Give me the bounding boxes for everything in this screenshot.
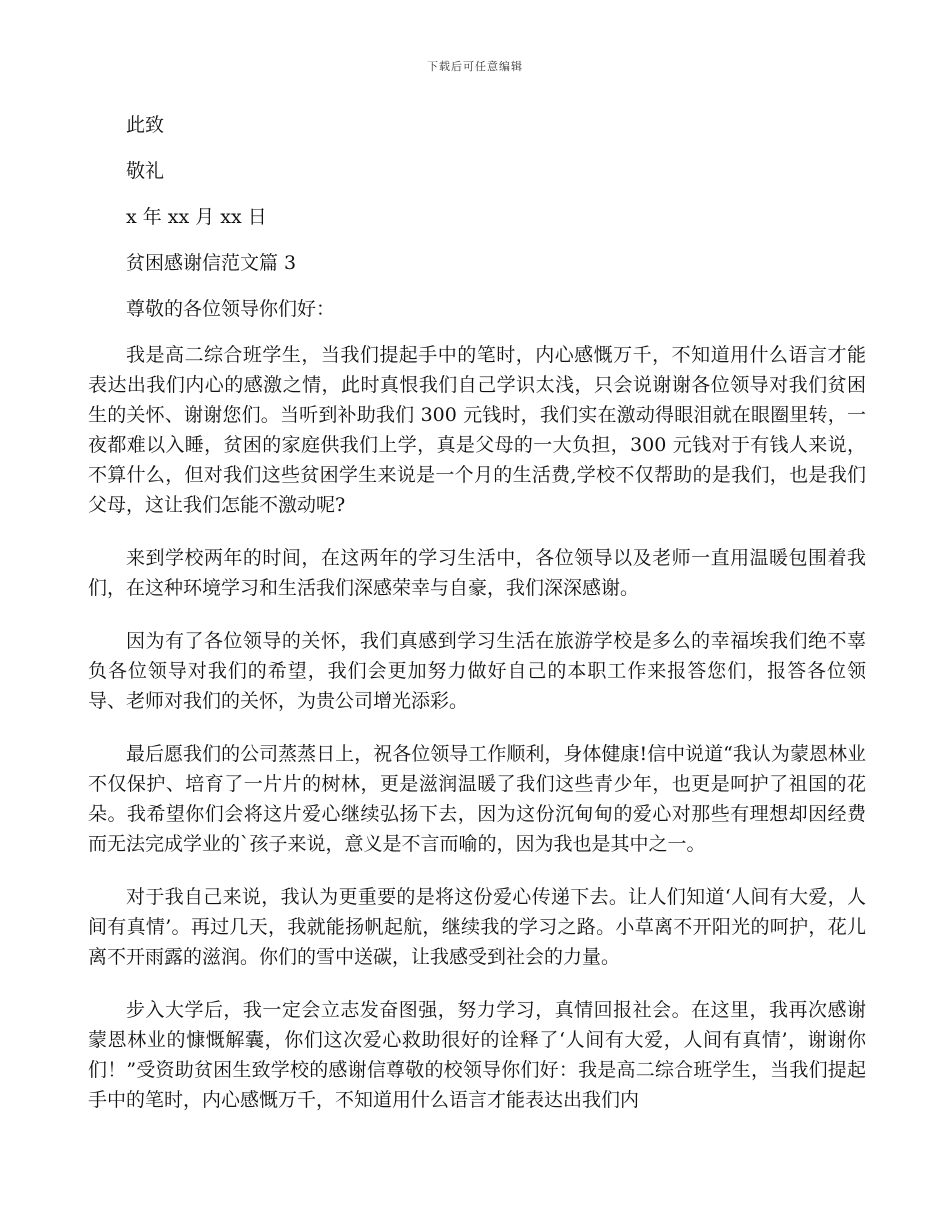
closing-line-1: 此致 xyxy=(126,114,165,136)
paragraph: 来到学校两年的时间，在这两年的学习生活中，各位领导以及老师一直用温暖包围着我们，在这种环境学习和生活我们深感荣幸与自豪，我们深深感谢。 xyxy=(88,547,866,599)
section-title: 贫困感谢信范文篇 3 xyxy=(126,252,297,274)
salutation: 尊敬的各位领导你们好： xyxy=(126,298,336,320)
paragraph: 我是高二综合班学生，当我们提起手中的笔时，内心感慨万千，不知道用什么语言才能表达出我们内心的感激之情，此时真恨我们自己学识太浅，只会说谢谢各位领导对我们贫困生的关怀、谢谢您们。当听到补助我们 300 元钱时，我们实在激动得眼泪就在眼圈里转，一夜都难以入睡，贫困的家庭供我们上学，真是父母的一大负担，300 元钱对于有钱人来说，不算什么，但对我们这些贫困学生来说是一个月的生活费,学校不仅帮助的是我们，也是我们父母，这让我们怎能不激动呢? xyxy=(88,344,866,516)
letter-date: x 年 xx 月 xx 日 xyxy=(126,206,267,228)
letter-body xyxy=(88,110,866,1138)
page-header-note: 下载后可任意编辑 xyxy=(427,60,523,73)
closing-line-2: 敬礼 xyxy=(126,160,165,182)
paragraph: 最后愿我们的公司蒸蒸日上，祝各位领导工作顺利，身体健康!信中说道“我认为蒙恩林业不仅保护、培育了一片片的树林，更是滋润温暖了我们这些青少年，也更是呵护了祖国的花朵。我希望你们会将这片爱心继续弘扬下去，因为这份沉甸甸的爱心对那些有理想却因经费而无法完成学业的`孩子来说，意义是不言而喻的，因为我也是其中之一。 xyxy=(88,743,866,855)
paragraph: 因为有了各位领导的关怀，我们真感到学习生活在旅游学校是多么的幸福埃我们绝不辜负各位领导对我们的希望，我们会更加努力做好自己的本职工作来报答您们，报答各位领导、老师对我们的关怀，为贵公司增光添彩。 xyxy=(88,630,866,712)
paragraph: 对于我自己来说，我认为更重要的是将这份爱心传递下去。让人们知道‘人间有大爱，人间有真情’。再过几天，我就能扬帆起航，继续我的学习之路。小草离不开阳光的呵护，花儿离不开雨露的滋润。你们的雪中送碳，让我感受到社会的力量。 xyxy=(88,886,866,968)
paragraph: 步入大学后，我一定会立志发奋图强，努力学习，真情回报社会。在这里，我再次感谢蒙恩林业的慷慨解囊，你们这次爱心救助很好的诠释了‘人间有大爱，人间有真情’，谢谢你们！”受资助贫困生致学校的感谢信尊敬的校领导你们好：我是高二综合班学生，当我们提起手中的笔时，内心感慨万千，不知道用什么语言才能表达出我们内 xyxy=(88,999,866,1111)
